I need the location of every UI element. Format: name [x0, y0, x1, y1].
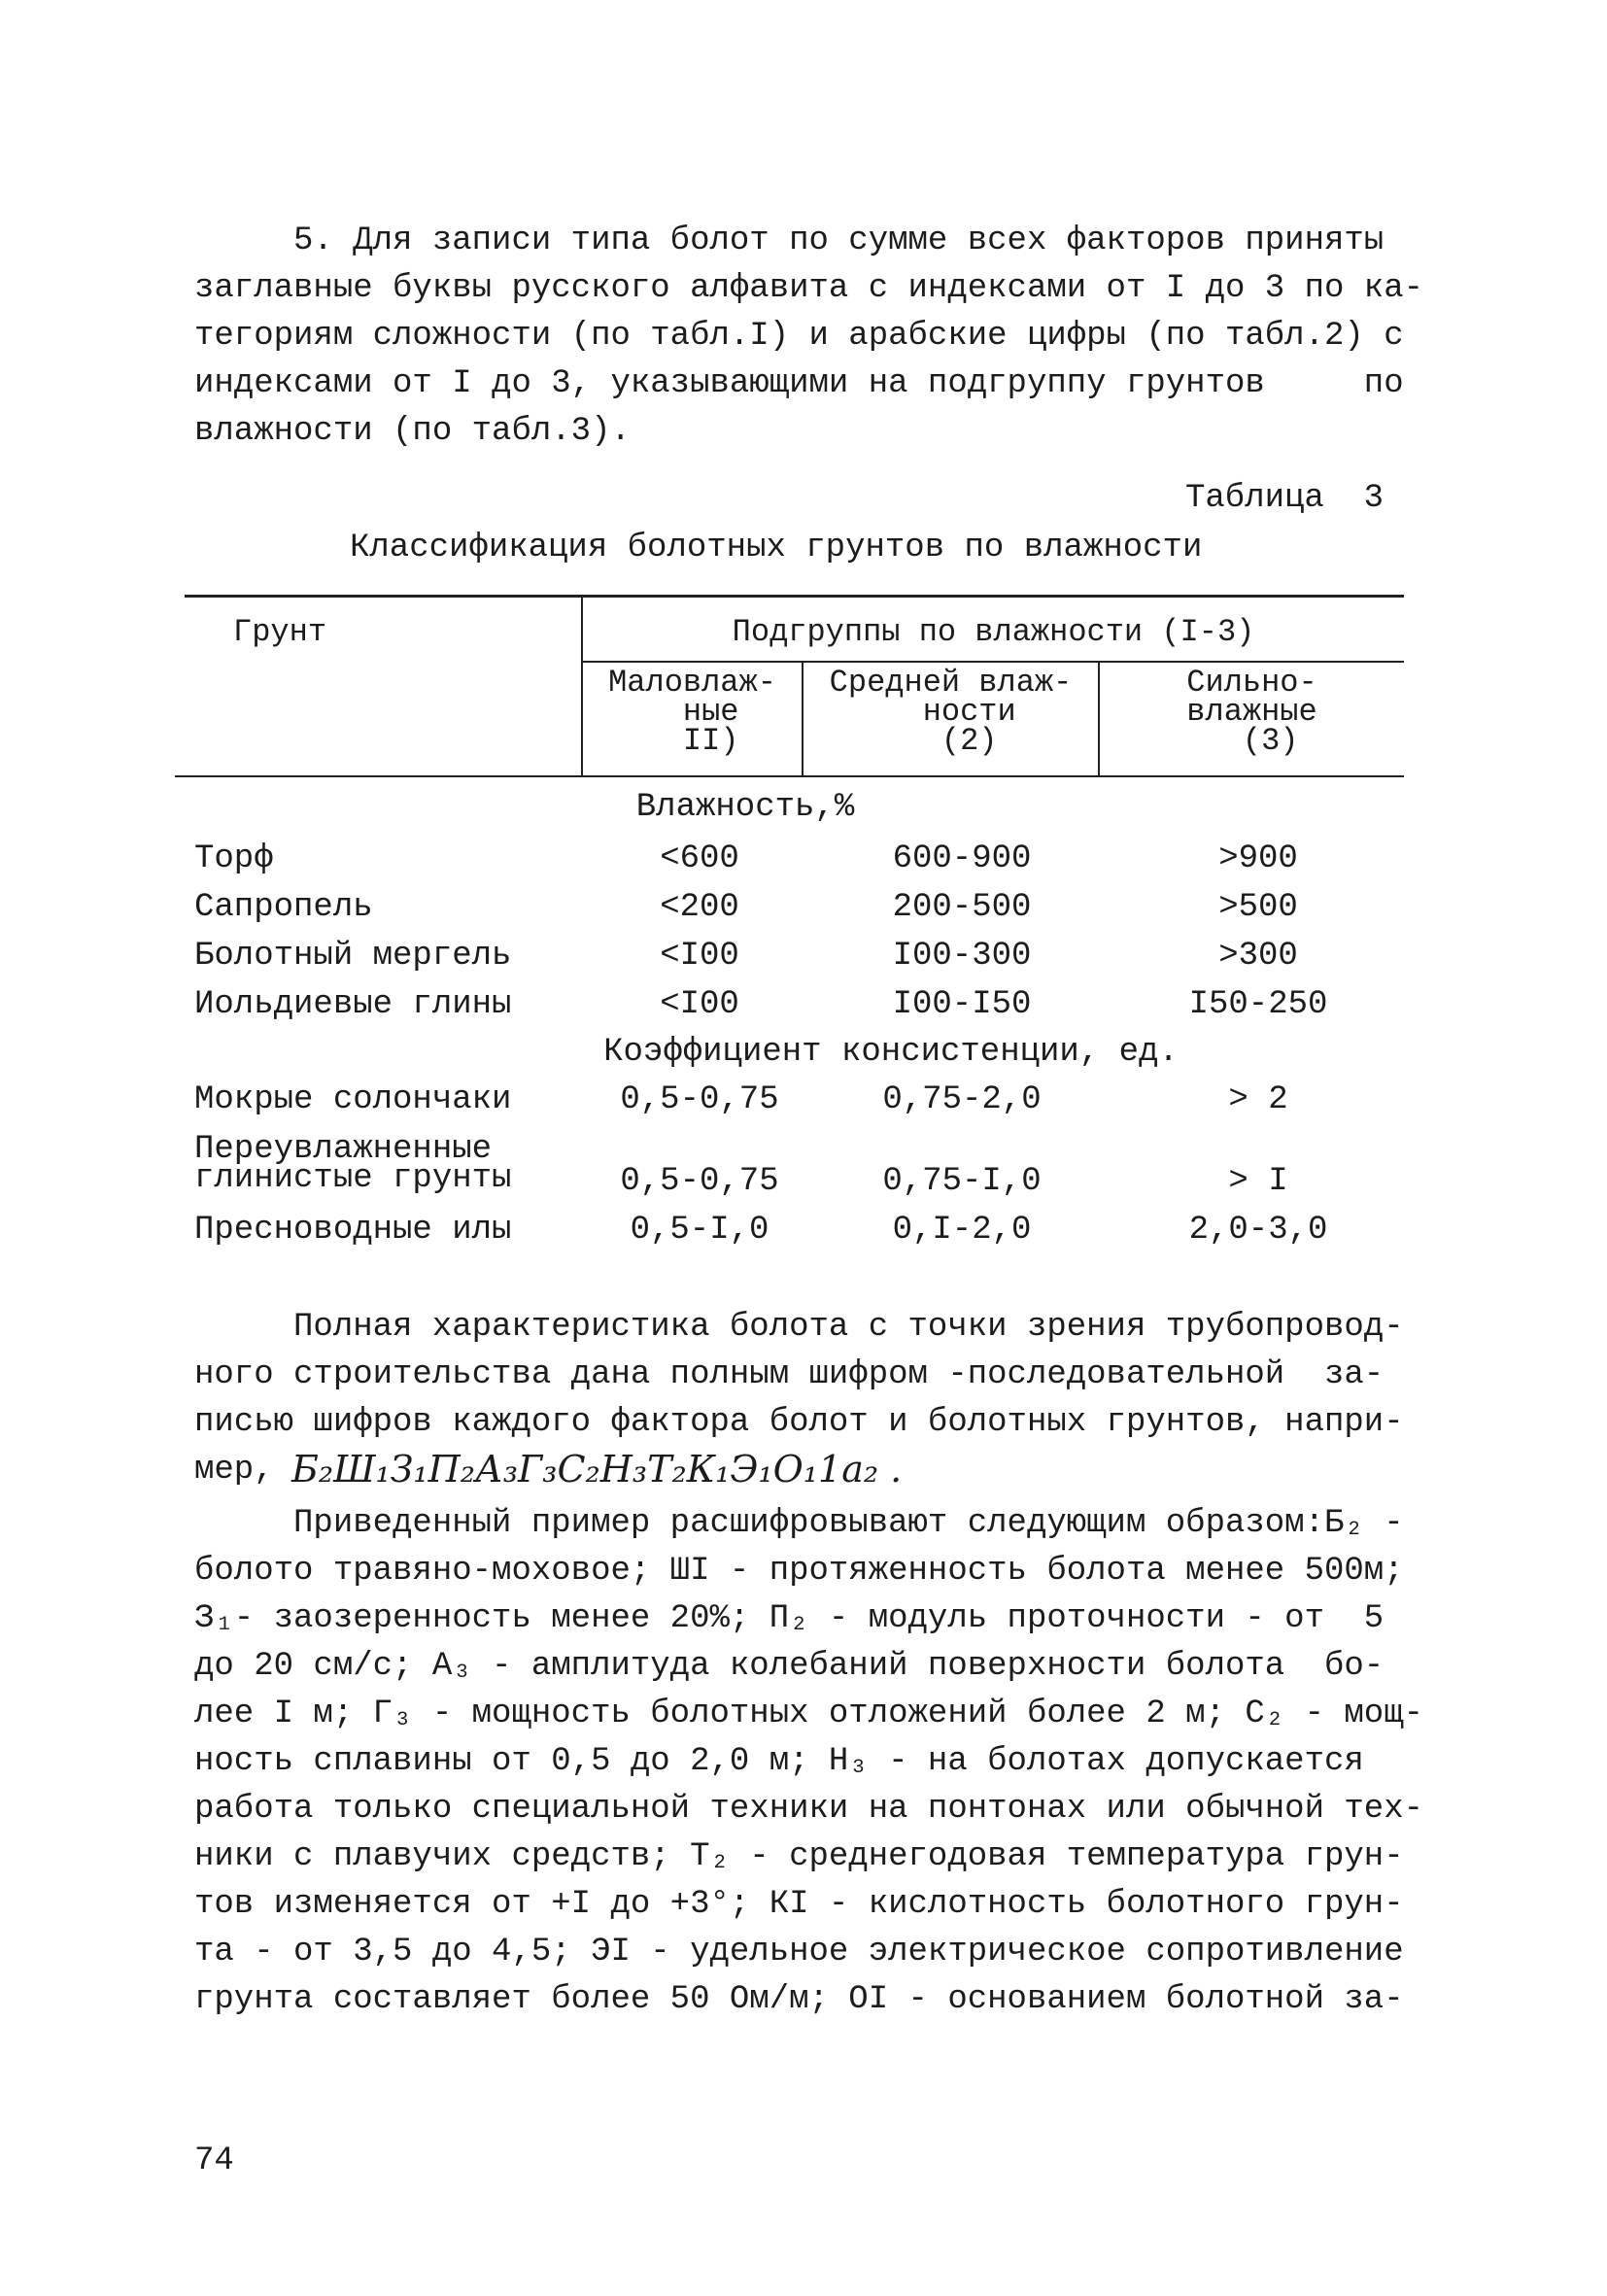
row-name: Мокрые солончаки: [194, 1081, 512, 1118]
text-line: З₁- заозеренность менее 20%; П₂ - модуль проточности - от 5: [194, 1600, 1385, 1637]
text-line: индексами от I до 3, указывающими на подгруппу грунтов по: [194, 365, 1404, 402]
header-subgroups: Подгруппы по влажности (I-3): [732, 614, 1255, 650]
row-col1: 0,5-I,0: [630, 1212, 769, 1249]
row-col2: I00-300: [892, 938, 1032, 975]
table-header-bottom-rule: [175, 775, 1404, 777]
row-col3: >500: [1218, 889, 1298, 926]
row-col1: <I00: [660, 938, 739, 975]
page-number: 74: [194, 2142, 234, 2179]
row-col2: 200-500: [892, 889, 1032, 926]
row-col1: <200: [660, 889, 739, 926]
text-line: тегориям сложности (по табл.I) и арабские цифры (по табл.2) с: [194, 318, 1404, 355]
row-col1: 0,5-0,75: [620, 1163, 779, 1200]
text-line: Полная характеристика болота с точки зрения трубопровод-: [194, 1309, 1404, 1346]
row-col1: 0,5-0,75: [620, 1081, 779, 1118]
text-line: влажности (по табл.3).: [194, 413, 631, 450]
row-name: Иольдиевые глины: [194, 986, 512, 1023]
row-col2: 0,75-I,0: [882, 1163, 1042, 1200]
text-line: заглавные буквы русского алфавита с индексами от I до 3 по ка-: [194, 270, 1424, 307]
row-col1: <I00: [660, 986, 739, 1023]
text-line: лее I м; Г₃ - мощность болотных отложений более 2 м; С₂ - мощ-: [194, 1696, 1424, 1732]
text-line: ники с плавучих средств; Т₂ - среднегодовая температура грун-: [194, 1838, 1404, 1875]
header-col2: Средней влаж- ности (2): [829, 665, 1073, 759]
row-col3: I50-250: [1188, 986, 1328, 1023]
row-col3: > 2: [1228, 1081, 1288, 1118]
text-line: писью шифров каждого фактора болот и болотных грунтов, напри-: [194, 1404, 1404, 1441]
section-moisture: Влажность,%: [635, 789, 855, 826]
row-col2: I00-I50: [892, 986, 1032, 1023]
row-col2: 0,I-2,0: [892, 1212, 1032, 1249]
table-title: Классификация болотных грунтов по влажности: [350, 530, 1203, 566]
decoding-paragraph: [194, 1500, 1424, 2024]
row-col3: 2,0-3,0: [1188, 1212, 1328, 1249]
header-col1: Маловлаж- ные II): [608, 665, 776, 759]
row-name: Сапропель: [194, 889, 373, 926]
text-line: ного строительства дана полным шифром -последовательной за-: [194, 1356, 1385, 1393]
cipher-formula: Б₂Ш₁З₁П₂А₃Г₃С₂Н₃Т₂К₁Э₁О₁1а₂ .: [291, 1448, 903, 1491]
header-soil: Грунт: [233, 614, 327, 650]
table-top-rule: [185, 595, 1404, 598]
text-line: та - от 3,5 до 4,5; ЭI - удельное электрическое сопротивление: [194, 1934, 1404, 1970]
row-col2: 0,75-2,0: [882, 1081, 1042, 1118]
row-name: Переувлажненные глинистые грунты: [194, 1131, 512, 1197]
row-col3: >900: [1218, 840, 1298, 877]
table-label: Таблица 3: [1185, 480, 1385, 517]
text-line: 5. Для записи типа болот по сумме всех факторов приняты: [194, 223, 1385, 259]
text-line: тов изменяется от +I до +3°; КI - кислотность болотного грун-: [194, 1886, 1404, 1923]
table-subheader-rule: [581, 661, 1404, 663]
row-name: Торф: [194, 840, 274, 877]
row-name: Пресноводные илы: [194, 1212, 512, 1249]
text-line: болото травяно-моховое; ШI - протяженность болота менее 500м;: [194, 1553, 1404, 1590]
row-col3: > I: [1228, 1163, 1288, 1200]
row-col2: 600-900: [892, 840, 1032, 877]
row-name: Болотный мергель: [194, 938, 512, 975]
text-line: ность сплавины от 0,5 до 2,0 м; Н₃ - на болотах допускается: [194, 1743, 1364, 1780]
text-line: грунта составляет более 50 Ом/м; ОI - основанием болотной за-: [194, 1981, 1404, 2018]
text-line: до 20 см/с; А₃ - амплитуда колебаний поверхности болота бо-: [194, 1648, 1385, 1685]
intro-paragraph: [194, 218, 1424, 456]
header-col3: Сильно- влажные (3): [1186, 665, 1317, 759]
row-col1: <600: [660, 840, 739, 877]
text-line: мер,: [194, 1452, 274, 1489]
text-line: работа только специальной техники на понтонах или обычной тех-: [194, 1791, 1424, 1828]
section-consistency: Коэффициент консистенции, ед.: [603, 1034, 1179, 1071]
text-line: Приведенный пример расшифровывают следующим образом:Б₂ -: [194, 1505, 1404, 1542]
row-col3: >300: [1218, 938, 1298, 975]
